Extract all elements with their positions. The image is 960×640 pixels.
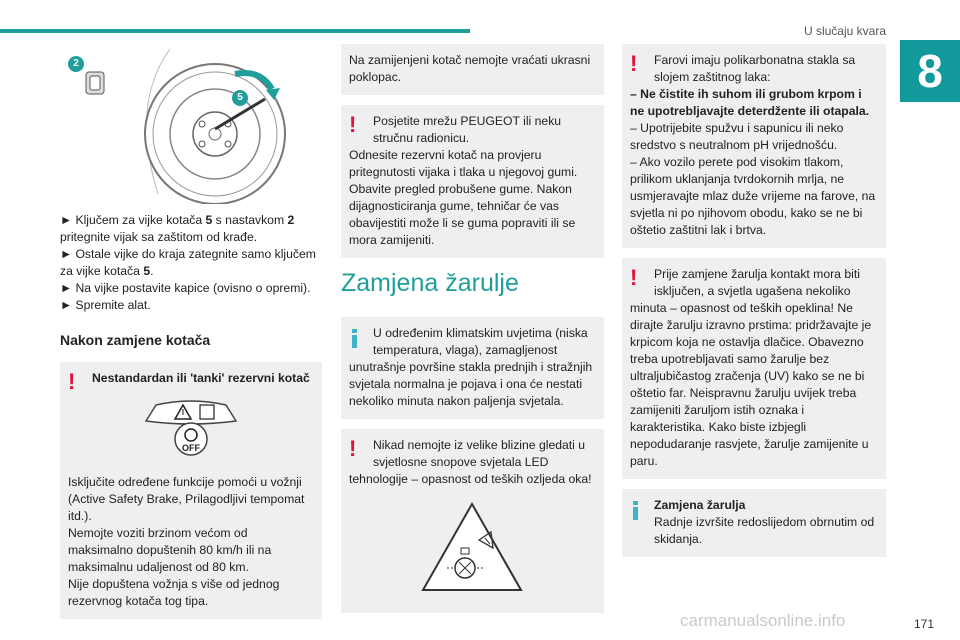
warning-box-spare-wheel: [60, 362, 322, 619]
steps-list: [60, 212, 322, 314]
subheading: Nakon zamjene kotača: [60, 332, 211, 348]
warning-icon: !: [349, 112, 357, 137]
step-4: ► Spremite alat.: [60, 298, 151, 312]
info-box-bulb-refit: Zamjena žarulja Radnje izvršite redoslijedom obrnutim od skidanja.: [622, 489, 886, 557]
dashboard-off-illustration: [68, 391, 314, 459]
off-label: OFF: [182, 443, 200, 453]
warning-box-ignition: ! Prije zamjene žarulja kontakt mora biti isključen, a svjetla ugašena nekoliko minuta – opasnost od teških opeklina! Ne dirajte žarulju izravno prstima: pridržavajte je krpicom koja ne ostavlja dlačice. Obavezno treba upotrebljavati samo žarulje bez ultraljubičastog zračenja (UV) kako se ne bi oštetio far. Neispravnu žarulju uvijek treba zamijeniti žaruljom istih oznaka i karakteristika. Kako biste izbjegli nepodudaranje rasvjete, žarulje zamijenite u paru.: [622, 258, 886, 479]
section-title: U slučaju kvara: [803, 24, 886, 38]
led-eye-hazard-illustration: [349, 500, 596, 595]
info-icon: [349, 329, 361, 349]
column-1: [60, 44, 322, 629]
page-number: 171: [914, 617, 935, 631]
callout-5: 5: [232, 90, 248, 106]
warning-icon: !: [68, 369, 76, 394]
spare-wheel-illustration: [60, 44, 322, 204]
step-1: ► Ključem za vijke kotača 5 s nastavkom 2 pritegnite vijak sa zaštitom od krađe.: [60, 213, 295, 244]
warning-line-3: Nije dopuštena vožnja s više od jednog rezervnog kotača tog tipa.: [68, 577, 280, 608]
callout-2: 2: [68, 56, 84, 72]
info-icon: [630, 501, 642, 521]
warning-line-1: Isključite određene funkcije pomoći u vožnji (Active Safety Brake, Prilagodljivi tempomat itd.).: [68, 475, 305, 523]
column-2: [341, 44, 604, 623]
info-box-condensation: U određenim klimatskim uvjetima (niska temperatura, vlaga), zamagljenost unutrašnje površine stakla prednjih i stražnjih svjetala normalna je pojava i ona će nestati nekoliko minuta nakon paljenja svjetala.: [341, 317, 604, 419]
column-3: [622, 44, 886, 567]
note-box-hubcap: Na zamijenjeni kotač nemojte vraćati ukrasni poklopac.: [341, 44, 604, 95]
step-2: ► Ostale vijke do kraja zategnite samo ključem za vijke kotača 5.: [60, 247, 316, 278]
warning-box-polycarbonate: ! Farovi imaju polikarbonatna stakla sa slojem zaštitnog laka: – Ne čistite ih suhom ili grubom krpom i ne upotrebljavajte deterdžente ili otapala. – Upotrijebite spužvu i sapunicu ili neko sredstvo s neutralnom pH vrijednošću. – Ako vozilo perete pod visokim tlakom, prilikom uklanjanja tvrdokornih mrlja, ne usmjeravajte mlaz duže vrijeme na farove, na svjetla ni po njihovom obodu, kako se ne bi oštetio zaštitni lak i brtva.: [622, 44, 886, 248]
warning-line-2: Nemojte voziti brzinom većom od maksimalno dopuštenih 80 km/h ili na maksimalnu udaljenost od 80 km.: [68, 526, 272, 574]
watermark: carmanualsonline.info: [680, 611, 846, 630]
anti-theft-adapter-icon: [86, 72, 104, 94]
wheel-bolt-figure: [60, 44, 322, 204]
warning-title: Nestandardan ili 'tanki' rezervni kotač: [92, 371, 310, 385]
step-3: ► Na vijke postavite kapice (ovisno o opremi).: [60, 281, 311, 295]
chapter-number: 8: [900, 40, 960, 102]
heading-bulb-replacement: Zamjena žarulje: [341, 269, 519, 297]
warning-icon: !: [630, 51, 638, 76]
warning-box-led: ! Nikad nemojte iz velike blizine gledati u svjetlosne snopove svjetala LED tehnologije – opasnost od teških ozljeda oka!: [341, 429, 604, 613]
warning-box-workshop: ! Posjetite mrežu PEUGEOT ili neku stručnu radionicu. Odnesite rezervni kotač na provjeru pritegnutosti vijaka i tlaka u njegovoj gumi. Obavite pregled probušene gume. Nakon dijagnosticiranja gume, tehničar će vas obavijestiti može li se guma popraviti ili se mora zamijeniti.: [341, 105, 604, 258]
warning-icon: !: [630, 265, 638, 290]
warning-icon: !: [349, 436, 357, 461]
header-accent-bar: [0, 29, 470, 33]
